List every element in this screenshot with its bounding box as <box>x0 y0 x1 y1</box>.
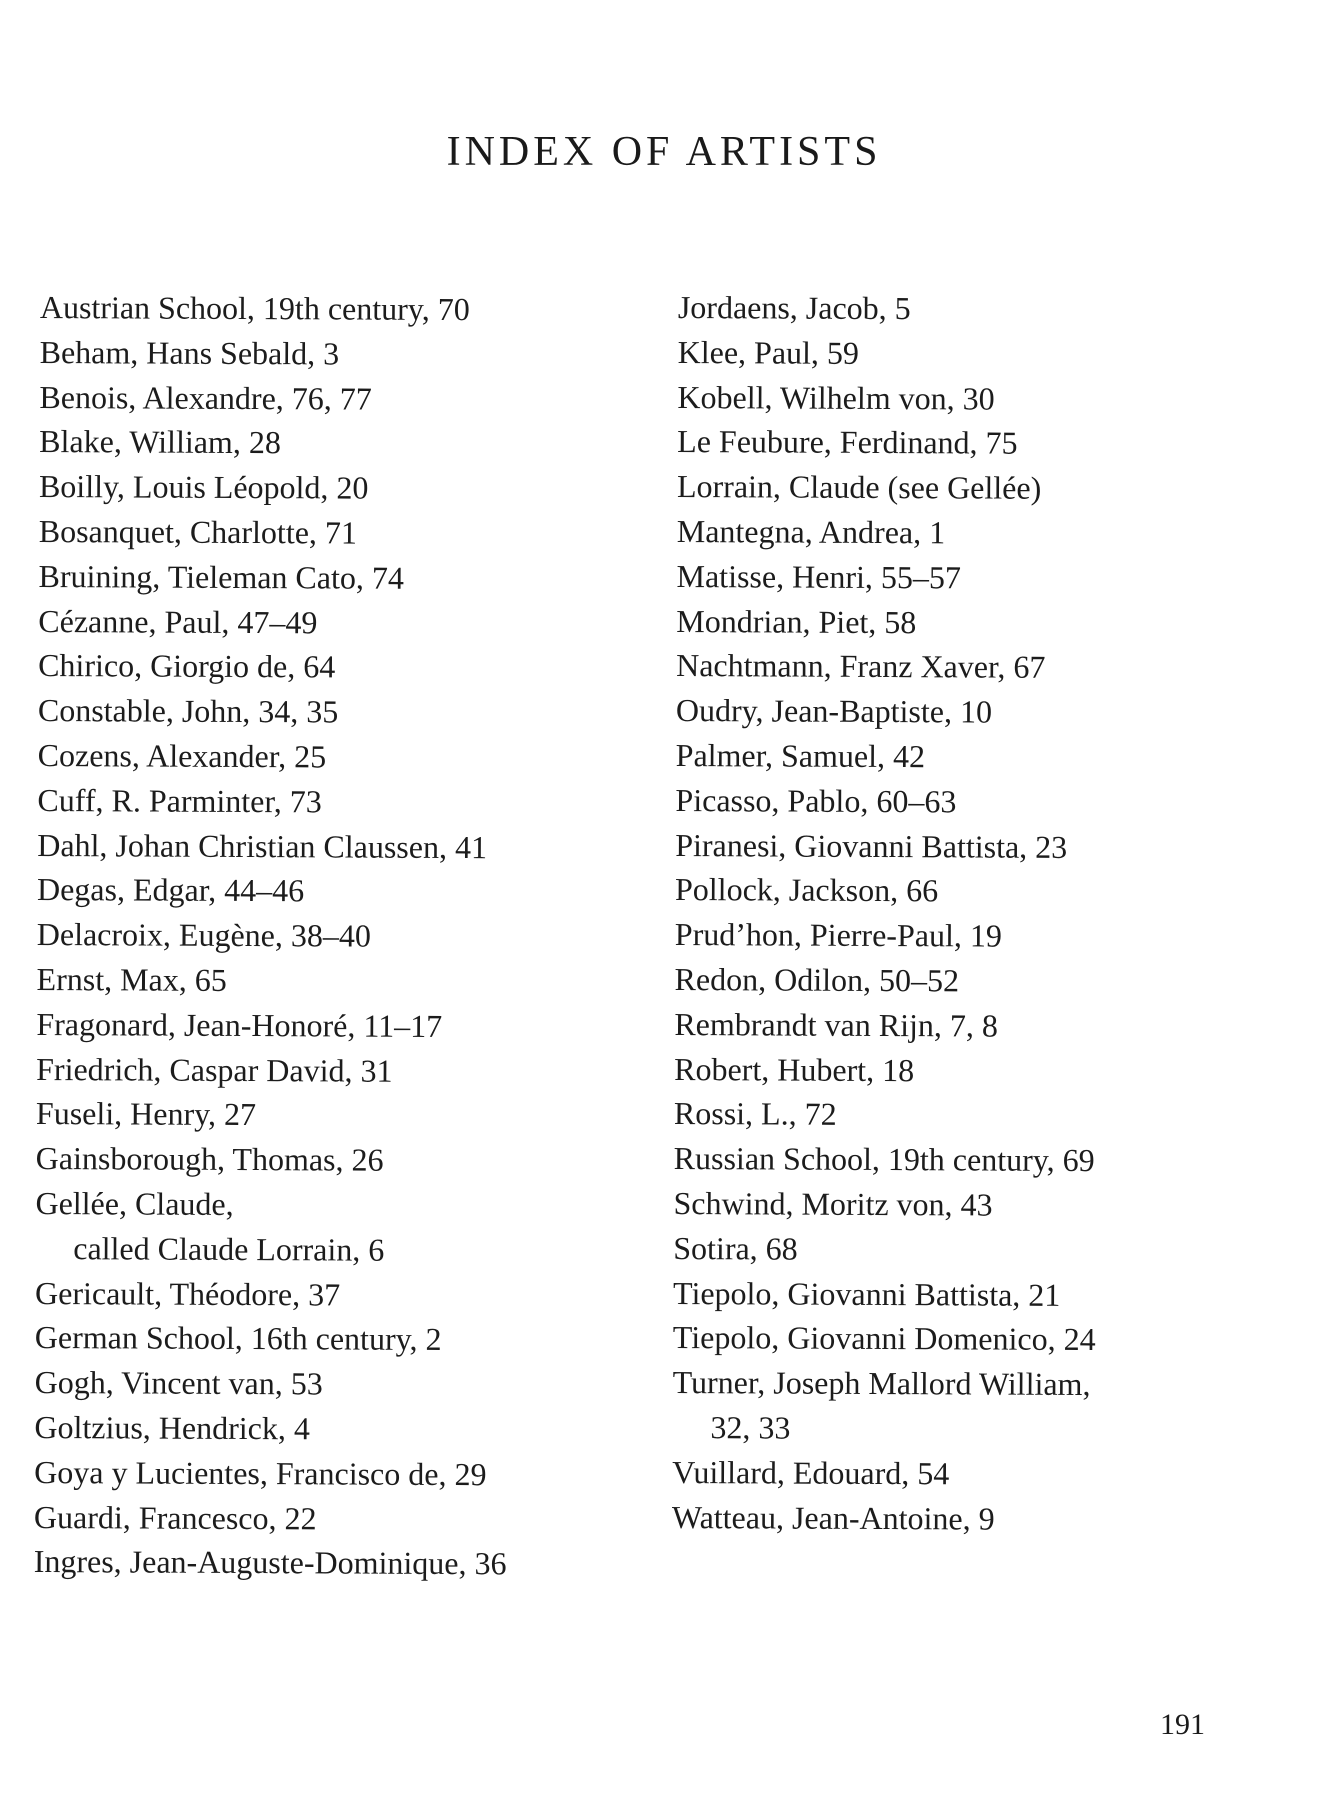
index-entry: Matisse, Henri, 55–57 <box>676 557 962 596</box>
index-entry: Sotira, 68 <box>673 1229 798 1267</box>
index-entry: Gellée, Claude, <box>35 1184 234 1222</box>
index-entry: Klee, Paul, 59 <box>677 333 860 371</box>
index-entry: Goltzius, Hendrick, 4 <box>34 1408 311 1447</box>
index-entry: Guardi, Francesco, 22 <box>33 1498 317 1536</box>
index-entry: Mondrian, Piet, 58 <box>676 602 917 640</box>
index-entry: Palmer, Samuel, 42 <box>675 736 926 775</box>
index-entry: Bosanquet, Charlotte, 71 <box>38 512 358 551</box>
index-entry: Rossi, L., 72 <box>673 1095 837 1133</box>
index-entry: Tiepolo, Giovanni Domenico, 24 <box>672 1319 1096 1358</box>
index-entry: Le Feubure, Ferdinand, 75 <box>677 423 1018 462</box>
index-entry: Schwind, Moritz von, 43 <box>673 1184 993 1223</box>
index-entry: Blake, William, 28 <box>39 423 281 461</box>
index-entry: Fuseli, Henry, 27 <box>35 1095 257 1133</box>
index-entry: Austrian School, 19th century, 70 <box>39 288 470 328</box>
index-entry: Vuillard, Edouard, 54 <box>672 1453 950 1492</box>
index-entry: Prud’hon, Pierre-Paul, 19 <box>674 916 1002 954</box>
page-number: 191 <box>1160 1708 1205 1741</box>
index-entry-continuation: called Claude Lorrain, 6 <box>73 1229 385 1268</box>
index-entry: Picasso, Pablo, 60–63 <box>675 781 957 820</box>
index-column-left <box>34 285 513 1586</box>
index-entry: Constable, John, 34, 35 <box>37 692 339 730</box>
index-entry: Beham, Hans Sebald, 3 <box>39 333 340 372</box>
page-title: INDEX OF ARTISTS <box>446 129 882 175</box>
index-entry: Fragonard, Jean-Honoré, 11–17 <box>36 1005 443 1044</box>
index-entry: Russian School, 19th century, 69 <box>673 1140 1095 1179</box>
index-entry: Cézanne, Paul, 47–49 <box>38 602 318 640</box>
index-entry: Gogh, Vincent van, 53 <box>34 1364 323 1402</box>
index-column-right <box>672 285 1101 1541</box>
index-entry: Boilly, Louis Léopold, 20 <box>38 468 369 506</box>
index-entry: Rembrandt van Rijn, 7, 8 <box>674 1005 998 1044</box>
index-entry: Nachtmann, Franz Xaver, 67 <box>676 647 1046 686</box>
index-entry: Dahl, Johan Christian Claussen, 41 <box>37 826 488 865</box>
index-entry: Cozens, Alexander, 25 <box>37 736 327 775</box>
index-entry: Oudry, Jean-Baptiste, 10 <box>675 692 993 730</box>
index-entry: Bruining, Tieleman Cato, 74 <box>38 557 405 596</box>
index-entry: Gainsborough, Thomas, 26 <box>35 1140 384 1178</box>
index-entry: Cuff, R. Parminter, 73 <box>37 781 322 820</box>
index-entry: German School, 16th century, 2 <box>34 1319 442 1358</box>
index-entry: Robert, Hubert, 18 <box>674 1050 915 1088</box>
index-entry: Degas, Edgar, 44–46 <box>36 871 305 909</box>
index-entry: Benois, Alexandre, 76, 77 <box>39 378 372 417</box>
index-entry: Redon, Odilon, 50–52 <box>674 960 960 999</box>
index-entry: Mantegna, Andrea, 1 <box>676 512 946 551</box>
index-entry: Piranesi, Giovanni Battista, 23 <box>675 826 1068 865</box>
index-entry: Tiepolo, Giovanni Battista, 21 <box>672 1274 1061 1313</box>
index-entry: Turner, Joseph Mallord William, <box>672 1364 1091 1403</box>
index-entry-continuation: 32, 33 <box>710 1409 791 1446</box>
index-entry: Lorrain, Claude (see Gellée) <box>676 468 1042 506</box>
index-entry: Ingres, Jean-Auguste-Dominique, 36 <box>33 1543 507 1582</box>
index-entry: Gericault, Théodore, 37 <box>34 1274 341 1313</box>
index-entry: Kobell, Wilhelm von, 30 <box>677 378 995 417</box>
index-entry: Friedrich, Caspar David, 31 <box>36 1050 393 1089</box>
index-entry: Ernst, Max, 65 <box>36 960 227 998</box>
index-entry: Delacroix, Eugène, 38–40 <box>36 916 372 954</box>
index-entry: Watteau, Jean-Antoine, 9 <box>671 1498 995 1537</box>
index-entry: Jordaens, Jacob, 5 <box>677 288 911 327</box>
index-entry: Goya y Lucientes, Francisco de, 29 <box>34 1453 487 1492</box>
index-entry: Pollock, Jackson, 66 <box>674 871 939 909</box>
index-entry: Chirico, Giorgio de, 64 <box>38 647 336 685</box>
